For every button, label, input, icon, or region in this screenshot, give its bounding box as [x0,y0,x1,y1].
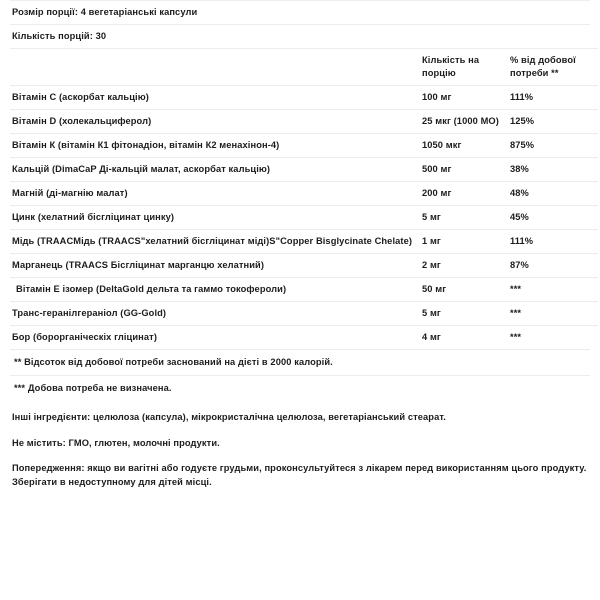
free-from-text: Не містить: ГМО, глютен, молочні продукти. [12,437,220,448]
nutrient-amount-cell: 5 мг [422,302,510,326]
nutrient-daily-value-cell: 38% [510,158,598,182]
table-row [10,278,598,302]
nutrient-amount-cell: 100 мг [422,86,510,110]
table-row [10,326,598,350]
column-header-daily-value: % від добової потреби ** [510,49,598,86]
table-row [10,230,598,254]
nutrient-daily-value-cell: *** [510,302,598,326]
nutrient-amount-cell: 500 мг [422,158,510,182]
nutrient-amount-cell: 5 мг [422,206,510,230]
serving-size-row: Розмір порції: 4 вегетаріанські капсули [10,0,590,24]
nutrient-amount-cell: 50 мг [422,278,510,302]
column-header-nutrient [10,49,422,86]
nutrient-table-body [10,49,598,350]
nutrient-table [10,48,598,349]
nutrient-name-cell: Транс-геранілгераніол (GG-Gold) [10,302,422,326]
footnote-daily-value-basis: ** Відсоток від добової потреби заснований на дієті в 2000 калорій. [10,349,590,375]
nutrient-amount-cell: 1050 мкг [422,134,510,158]
nutrient-name-cell: Магній (ді-магнію малат) [10,182,422,206]
nutrient-name-cell: Вітамін C (аскорбат кальцію) [10,86,422,110]
nutrient-name-cell: Цинк (хелатний бісгліцинат цинку) [10,206,422,230]
table-row [10,206,598,230]
table-row [10,86,598,110]
nutrient-daily-value-cell: 87% [510,254,598,278]
nutrient-amount-cell: 4 мг [422,326,510,350]
table-row [10,158,598,182]
nutrient-name-cell: Мідь (TRAACМідь (TRAACS"хелатний бісгліцинат міді)S"Copper Bisglycinate Chelate) [10,230,422,254]
table-header-row [10,49,598,86]
nutrient-amount-cell: 25 мкг (1000 МО) [422,110,510,134]
nutrient-daily-value-cell: 111% [510,86,598,110]
nutrient-amount-cell: 1 мг [422,230,510,254]
servings-per-container-row: Кількість порцій: 30 [10,24,590,48]
nutrient-daily-value-cell: 45% [510,206,598,230]
nutrient-name-cell: Кальцій (DimaCaP Ді-кальцій малат, аскорбат кальцію) [10,158,422,182]
nutrient-daily-value-cell: 125% [510,110,598,134]
table-row [10,134,598,158]
table-row [10,182,598,206]
nutrient-daily-value-cell: *** [510,326,598,350]
nutrient-amount-cell: 2 мг [422,254,510,278]
other-ingredients-text: Інші інгредієнти: целюлоза (капсула), мікрокристалічна целюлоза, вегетаріанський стеарат. [12,412,446,422]
table-row [10,110,598,134]
table-row [10,302,598,326]
table-row [10,254,598,278]
nutrient-name-cell: Вітамін Е ізомер (DeltaGold дельта та гаммо токофероли) [10,278,422,302]
footnote-daily-value-not-established: *** Добова потреба не визначена. [10,375,590,401]
nutrient-name-cell: Вітамін К (вітамін К1 фітонадіон, вітамін К2 менахінон-4) [10,134,422,158]
nutrient-name-cell: Марганець (TRAACS Бісгліцинат марганцю хелатний) [10,254,422,278]
nutrient-daily-value-cell: 48% [510,182,598,206]
nutrient-amount-cell: 200 мг [422,182,510,206]
nutrient-daily-value-cell: *** [510,278,598,302]
nutrient-daily-value-cell: 875% [510,134,598,158]
nutrient-name-cell: Бор (борорганіческіх гліцинат) [10,326,422,350]
nutrient-daily-value-cell: 111% [510,230,598,254]
column-header-amount-per-serving: Кількість на порцію [422,49,510,86]
bottom-text-block [10,401,590,489]
warning-text: Попередження: якщо ви вагітні або годуєте грудьми, проконсультуйтеся з лікарем перед використанням цього продукту. Зберігати в недоступному для дітей місці. [12,463,587,487]
nutrient-name-cell: Вітамін D (холекальциферол) [10,110,422,134]
